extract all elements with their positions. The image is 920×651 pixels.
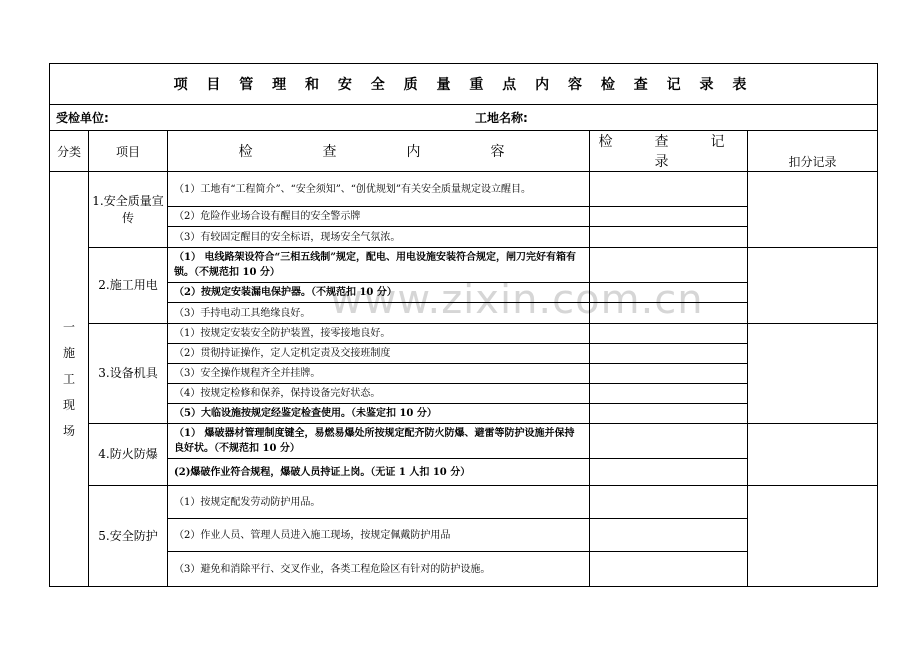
deduction-cell[interactable] [748, 324, 878, 424]
record-cell[interactable] [590, 248, 748, 283]
deduction-cell[interactable] [748, 248, 878, 324]
record-cell[interactable] [590, 227, 748, 248]
check-content: （3）避免和消除平行、交叉作业，各类工程危险区有针对的防护设施。 [168, 552, 590, 587]
check-content: （1） 电线路架设符合“三相五线制”规定，配电、用电设施安装符合规定，闸刀完好有箱有锁。（不规范扣 10 分） [168, 248, 590, 283]
site-name-label: 工地名称: [475, 111, 528, 125]
item-name: 1.安全质量宣传 [89, 172, 168, 248]
record-cell[interactable] [590, 552, 748, 587]
category-char: 一 [62, 320, 75, 334]
item-name: 5.安全防护 [89, 486, 168, 587]
deduction-cell[interactable] [748, 172, 878, 248]
record-cell[interactable] [590, 424, 748, 459]
check-content: (2)爆破作业符合规程，爆破人员持证上岗。（无证 1 人扣 10 分） [168, 459, 590, 486]
record-cell[interactable] [590, 364, 748, 384]
item-header: 项目 [89, 131, 168, 172]
table-title: 项 目 管 理 和 安 全 质 量 重 点 内 容 检 查 记 录 表 [50, 64, 878, 105]
item-name: 3.设备机具 [89, 324, 168, 424]
record-cell[interactable] [590, 324, 748, 344]
category-char: 现 [62, 398, 75, 412]
content-header: 检 查 内 容 [168, 131, 590, 172]
check-content: （2）贯彻持证操作，定人定机定责及交接班制度 [168, 344, 590, 364]
check-content: （4）按规定检修和保养，保持设备完好状态。 [168, 384, 590, 404]
category-char: 工 [62, 372, 75, 386]
check-content: （1）工地有“工程简介”、“安全须知”、“创优规划”有关安全质量规定设立醒目。 [168, 172, 590, 207]
record-header: 检 查 记 录 [590, 131, 748, 172]
check-content: （3）有较固定醒目的安全标语，现场安全气氛浓。 [168, 227, 590, 248]
record-cell[interactable] [590, 519, 748, 552]
record-cell[interactable] [590, 207, 748, 227]
watermark: www.zixin.com.cn [330, 277, 704, 323]
check-content: （2）作业人员、管理人员进入施工现场，按规定佩戴防护用品 [168, 519, 590, 552]
category-char: 施 [62, 346, 75, 360]
check-content: （2）危险作业场合设有醒目的安全警示牌 [168, 207, 590, 227]
check-content: （5）大临设施按规定经鉴定检查使用。（未鉴定扣 10 分） [168, 404, 590, 424]
record-cell[interactable] [590, 384, 748, 404]
item-name: 4.防火防爆 [89, 424, 168, 486]
record-cell[interactable] [590, 303, 748, 324]
record-cell[interactable] [590, 486, 748, 519]
deduction-header: 扣分记录 [748, 131, 878, 172]
inspection-record-table [49, 63, 878, 587]
item-name: 2.施工用电 [89, 248, 168, 324]
category-header: 分类 [50, 131, 89, 172]
check-content: （3）手持电动工具绝缘良好。 [168, 303, 590, 324]
column-header-row [50, 131, 878, 172]
header-info-row [50, 105, 878, 131]
category-cell [50, 172, 89, 587]
check-content: （1）按规定安装安全防护装置，接零接地良好。 [168, 324, 590, 344]
inspected-unit-label: 受检单位: [56, 111, 109, 125]
record-cell[interactable] [590, 283, 748, 303]
check-content: （3）安全操作规程齐全并挂牌。 [168, 364, 590, 384]
record-cell[interactable] [590, 172, 748, 207]
deduction-cell[interactable] [748, 424, 878, 486]
deduction-cell[interactable] [748, 486, 878, 587]
category-char: 场 [62, 424, 75, 438]
check-content: （1） 爆破器材管理制度键全，易燃易爆处所按规定配齐防火防爆、避雷等防护设施并保持良好状。（不规范扣 10 分） [168, 424, 590, 459]
record-cell[interactable] [590, 459, 748, 486]
record-cell[interactable] [590, 344, 748, 364]
check-content: （2）按规定安装漏电保护器。（不规范扣 10 分） [168, 283, 590, 303]
record-cell[interactable] [590, 404, 748, 424]
check-content: （1）按规定配发劳动防护用品。 [168, 486, 590, 519]
